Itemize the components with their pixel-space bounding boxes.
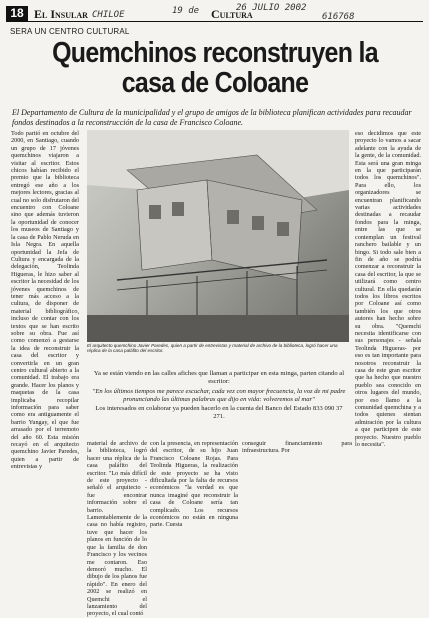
box-quote: "En los últimos tiempos me parece escuchar, cada vez con mayor frecuencia, la voz de mi padre pronunciando las últimas palabras que dijo en vida: volveremos al mar" [92,387,346,403]
lead-paragraph: El Departamento de Cultura de la municipalidad y el grupo de amigos de la biblioteca planifican actividades para recaudar fondos destinados a la reconstrucción de la casa de Francisco Coloane. [12,108,412,127]
photo-caption: El arquitecto quemchino Javier Paredes, quien a partir de entrevistas y material de archivo de la biblioteca, logró hacer una réplica de la casa paláfito del escritor. [87,343,338,354]
article-column-bottom-2: con la presencia, en representación del escritor, de su hijo Juan Francisco Coloane Rojas. Para Teolinda Higueras, la realización de este proyecto se ha visto dificultada por la falta de recursos económicos "la verdad es que nunca imaginé que reconstruir la casa de Coloane sería tan complicado. Los recursos económicos no están en ninguna parte. Cuesta [150,440,238,529]
headline [39,38,392,98]
page-header [6,3,423,22]
info-box [90,370,348,438]
article-photo [87,130,349,342]
page-number: 18 [6,6,28,21]
handwritten-note-day: 19 de [172,6,200,16]
box-bank-info: Los interesados en colaborar ya pueden hacerlo en la cuenta del Banco del Estado 833 090 37 271. [95,405,343,420]
headline-line-1: Quemchinos reconstruyen la [52,37,378,69]
newspaper-name: El Insular [34,7,88,21]
headline-line-2: casa de Coloane [121,67,309,99]
article-column-bottom-1: material de archivo de la biblioteca, logró hacer una réplica de la casa paláfito del escritor. "Lo más difícil de este proyecto - señaló el arquitecto - fue encontrar información sobre el barrio. Lamentablemente de la casa no había registro, tuve que hacer los planos en función de lo que la familia de don Francisco y los vecinos me contaron. Eso demoró mucho. El dibujo de los planos fue rápido". En enero del 2002 se realizó en Quemchi el lanzamiento del proyecto, el cual contó [87,440,147,618]
handwritten-note-code: 616768 [322,12,355,22]
handwritten-note-date: 26 JULIO 2002 [236,3,307,13]
box-intro: Ya se están viendo en las calles afiches que llaman a participar en esta minga, parten citando al escritor: [93,370,345,385]
section-name: Cultura [211,7,253,21]
article-column-bottom-3: conseguir financiamiento para infraestructura. Por [242,440,352,455]
handwritten-note-place: CHILOE [92,10,125,20]
kicker: SERA UN CENTRO CULTURAL [10,27,130,36]
house-model-photo [87,130,349,342]
article-column-right: eso decidimos que este proyecto lo vamos a sacar adelante con la ayuda de la gente, de la comunidad. Esta será una gran minga en la que participarán todos los quemchinos". Para ello, los organizadores se encuentran planificando varias actividades destinadas a recaudar fondos para la minga, entre las que se contemplan un festival ranchero bailable y un bingo. Si todo sale bien a fin de año se podría comenzar a reconstruir la casa del escritor, la que se utilizará como centro cultural. En ella quedarán todos los libros escritos por Coloane así como también los que otros autores han hecho sobre su obra. "Quemchi necesita identificarse con sus personajes - señala Teolinda Higueras- por eso es tan importante para nosotros reconstruir la casa de este gran escritor que ha hecho que nuestro pueblo sea conocido en otros lugares del mundo, por eso llamo a la comunidad quemchina y a todos quienes sientan admiración por la cultura a que participen de este proyecto. Nuestro pueblo lo necesita". [355,130,421,449]
article-column-left: Todo partió en octubre del 2000, en Santiago, cuando un grupo de 17 jóvenes quemchinos viajaron a visitar al escritor. Estos chicos habían recibido el premio que la biblioteca entregó ese año a los mejores lectores, gracias al cual no solo disfrutaron del encuentro con Coloane sino que además tuvieron la oportunidad de conocer los museos de Santiago y la casa de Pablo Neruda en Isla Negra. En aquella oportunidad la Jefa de Cultura y encargada de la delegación, Teolinda Higueras, le hizo saber al escritor la necesidad de los jóvenes quemchinos de tener más acceso a la cultura, de disponer de material bibliográfico, incluso de contar con los textos que se han escrito sobre su obra. Fue así como comenzó a gestarse la idea de reconstruir la casa del escritor y convertirla en un gran centro cultural abierto a la comunidad. El trabajo era grande. Hacer los planos y maquetas de la casa implicaba recopilar información para saber como era antiguamente el barrio Yungay, el que fue arrasado por el terremoto del año 60. Esta misión recayó en el arquitecto quemchino Javier Paredes, quien a partir de entrevistas y [11,130,79,471]
